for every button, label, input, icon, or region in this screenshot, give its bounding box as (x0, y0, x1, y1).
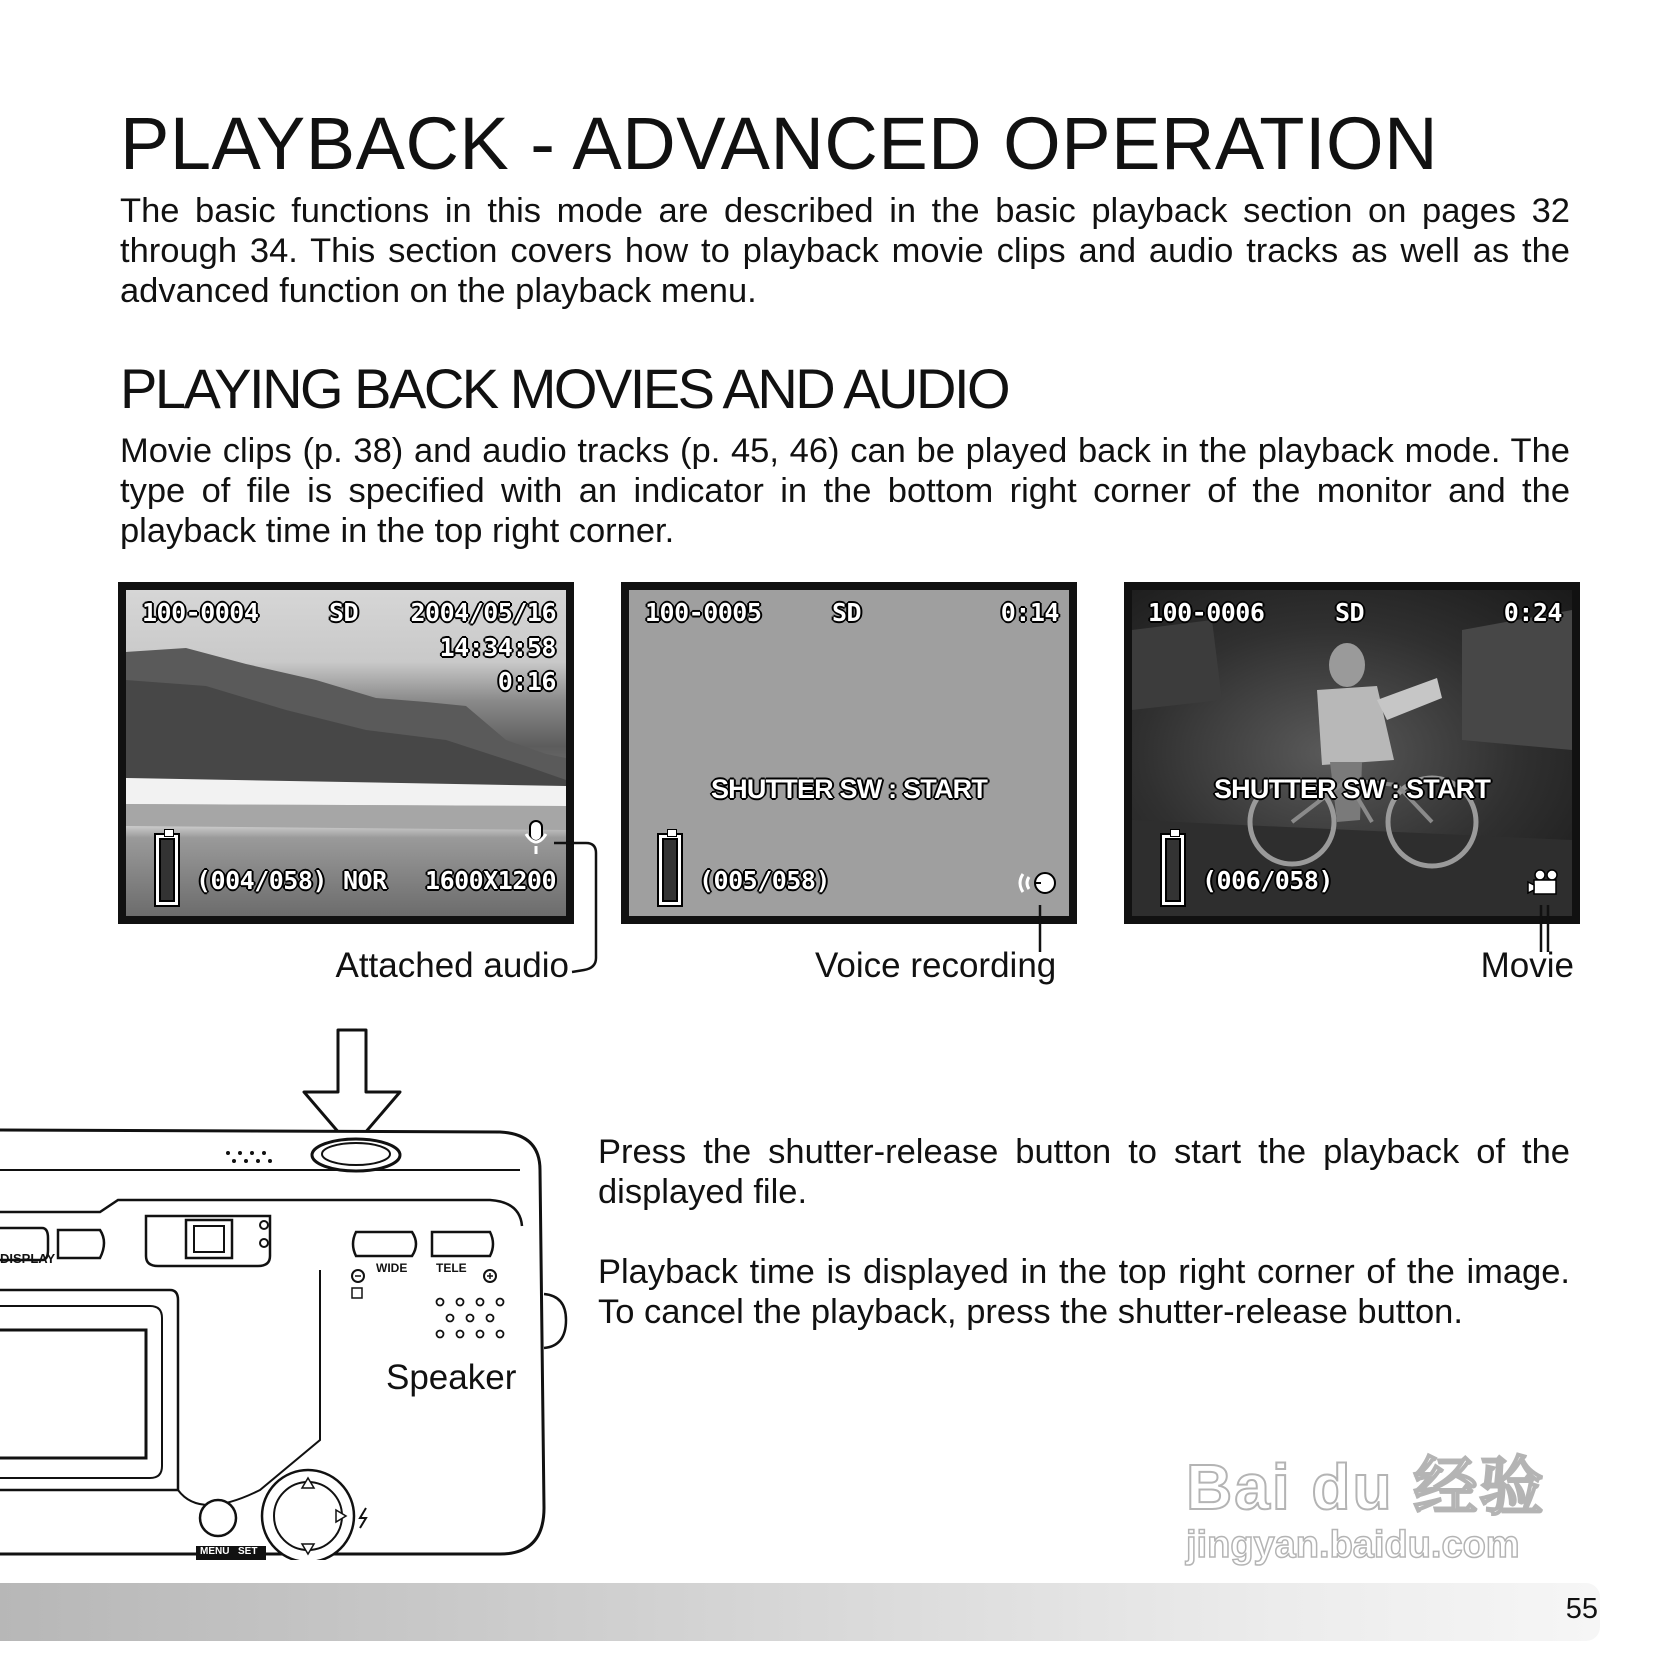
date-display: 2004/05/16 (410, 598, 556, 627)
battery-icon (1162, 835, 1184, 905)
footer-band (0, 1583, 1600, 1641)
file-number: 100-0004 (142, 598, 259, 627)
watermark-url: jingyan.baidu.com (1186, 1524, 1520, 1566)
playback-duration: 0:14 (1000, 598, 1059, 627)
frame-counter: (006/058) (1202, 866, 1333, 895)
section-paragraph: Movie clips (p. 38) and audio tracks (p. 45, 46) can be played back in the playback mode. The type of file is specified with an indicator in the bottom right corner of the monitor and the playback time in the top right corner. (120, 432, 1570, 550)
time-display: 14:34:58 (439, 633, 556, 662)
file-number: 100-0005 (645, 598, 762, 627)
tele-label: TELE (436, 1261, 467, 1275)
card-indicator: SD (832, 598, 862, 627)
movie-camera-icon (1526, 868, 1566, 898)
quality-indicator: NOR (343, 866, 387, 895)
wide-label: WIDE (376, 1261, 408, 1275)
voice-recording-icon (1017, 868, 1061, 898)
caption-movie: Movie (1480, 946, 1574, 985)
image-size: 1600X1200 (425, 866, 556, 895)
menu-label: MENU (200, 1546, 230, 1557)
display-button-label: DISPLAY (0, 1251, 56, 1266)
microphone-icon (521, 818, 551, 858)
baidu-watermark (1186, 1436, 1545, 1567)
shutter-start-message: SHUTTER SW : START (1213, 774, 1491, 804)
speaker-label: Speaker (386, 1358, 517, 1397)
intro-paragraph: The basic functions in this mode are described in the basic playback section on pages 32 through 34. This section covers how to playback movie clips and audio tracks as well as the advanced function on the playback menu. (120, 192, 1570, 310)
frame-counter: (004/058) (196, 866, 327, 895)
screen-attached-audio (118, 582, 574, 924)
playback-duration: 0:16 (497, 667, 556, 696)
cyclist-photo (1132, 590, 1572, 916)
caption-attached-audio: Attached audio (335, 946, 569, 985)
section-heading: PLAYING BACK MOVIES AND AUDIO (120, 357, 1009, 420)
screen-movie (1124, 582, 1580, 924)
instruction-start-playback: Press the shutter-release button to start the playback of the displayed file. (598, 1133, 1570, 1211)
set-label: SET (238, 1546, 258, 1557)
file-number: 100-0006 (1148, 598, 1265, 627)
page-number: 55 (1565, 1593, 1598, 1625)
battery-icon (156, 835, 178, 905)
instruction-cancel-playback: Playback time is displayed in the top right corner of the image. To cancel the playback, press the shutter-release button. (598, 1253, 1570, 1331)
frame-counter: (005/058) (699, 866, 830, 895)
card-indicator: SD (329, 598, 359, 627)
page-title: PLAYBACK - ADVANCED OPERATION (120, 102, 1439, 185)
camera-back-illustration (0, 1020, 580, 1560)
playback-duration: 0:24 (1503, 598, 1562, 627)
card-indicator: SD (1335, 598, 1365, 627)
screen-voice-recording (621, 582, 1077, 924)
shutter-start-message: SHUTTER SW : START (710, 774, 988, 804)
watermark-brand: Bai du 经验 (1186, 1451, 1546, 1523)
battery-icon (659, 835, 681, 905)
caption-voice-recording: Voice recording (815, 946, 1057, 985)
